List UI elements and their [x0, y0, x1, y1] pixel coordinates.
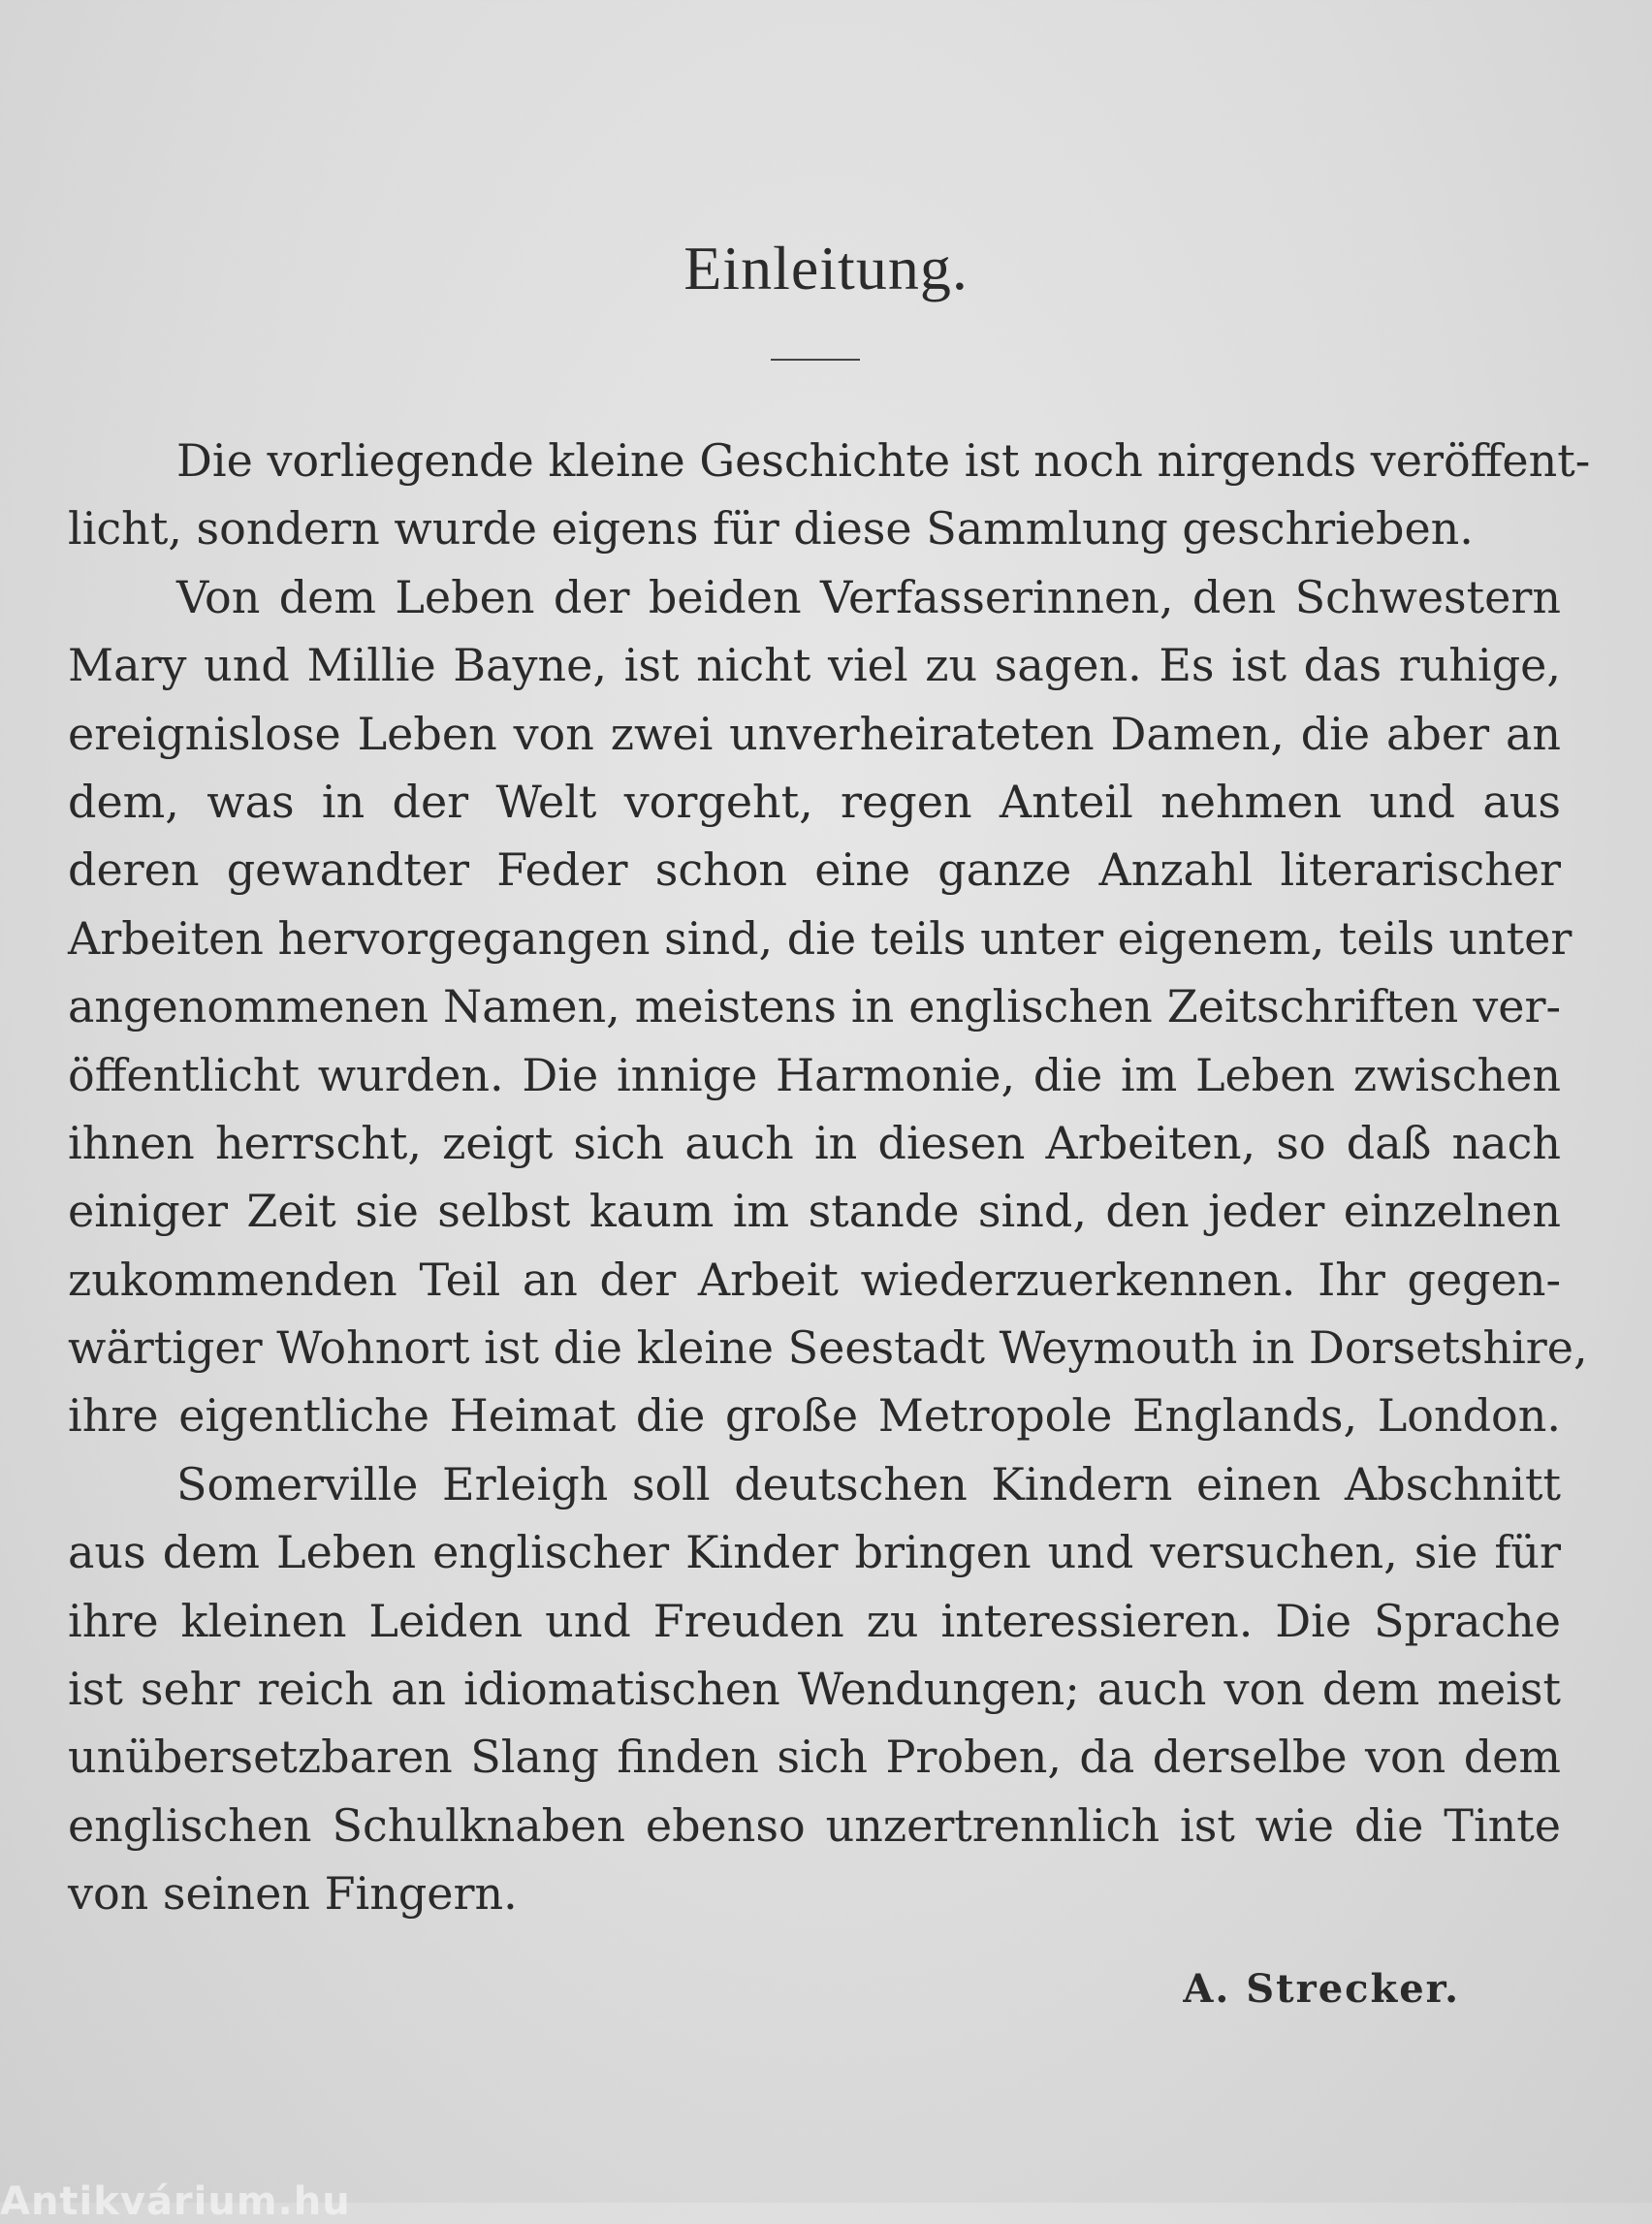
text-line: wärtiger Wohnort ist die kleine Seestadt Weymouth in Dorsetshire, — [68, 1321, 1588, 1375]
text-line: von seinen Fingern. — [68, 1867, 518, 1921]
text-line: dem, was in der Welt vorgeht, regen Anteil nehmen und aus — [68, 775, 1561, 828]
paragraph-3 — [68, 1450, 1561, 1928]
text-line: zukommenden Teil an der Arbeit wiederzuerkennen. Ihr gegen- — [68, 1253, 1561, 1306]
text-line: ihnen herrscht, zeigt sich auch in diesen Arbeiten, so daß nach — [68, 1116, 1561, 1169]
text-line: einiger Zeit sie selbst kaum im stande sind, den jeder einzelnen — [68, 1185, 1561, 1238]
text-line: ereignislose Leben von zwei unverheirateten Damen, die aber an — [68, 707, 1561, 760]
text-line: öffentlicht wurden. Die innige Harmonie, die im Leben zwischen — [68, 1048, 1561, 1101]
page-title: Einleitung. — [683, 234, 969, 302]
text-line: angenommenen Namen, meistens in englischen Zeitschriften ver- — [68, 980, 1561, 1033]
text-line: Somerville Erleigh soll deutschen Kindern einen Abschnitt — [176, 1457, 1561, 1510]
text-line: Von dem Leben der beiden Verfasserinnen, den Schwestern — [176, 570, 1561, 623]
text-line: Mary und Millie Bayne, ist nicht viel zu sagen. Es ist das ruhige, — [68, 639, 1561, 692]
text-line: unübersetzbaren Slang finden sich Proben, da derselbe von dem — [68, 1731, 1561, 1784]
text-line: ihre kleinen Leiden und Freuden zu interessieren. Die Sprache — [68, 1594, 1561, 1647]
text-line: englischen Schulknaben ebenso unzertrennlich ist wie die Tinte — [68, 1798, 1561, 1852]
paragraph-1 — [68, 427, 1591, 563]
text-line: ist sehr reich an idiomatischen Wendungen; auch von dem meist — [68, 1663, 1561, 1716]
author-signature: A. Strecker. — [1183, 1966, 1460, 2012]
text-line: aus dem Leben englischer Kinder bringen und versuchen, sie für — [68, 1526, 1561, 1579]
text-line: ihre eigentliche Heimat die große Metropole Englands, London. — [68, 1389, 1561, 1443]
text-line: deren gewandter Feder schon eine ganze Anzahl literarischer — [68, 843, 1561, 897]
title-divider — [771, 359, 860, 361]
paragraph-2 — [68, 563, 1588, 1450]
text-line: Die vorliegende kleine Geschichte ist noch nirgends veröffent- — [176, 434, 1591, 487]
watermark: Antikvárium.hu — [0, 2179, 351, 2224]
text-line: Arbeiten hervorgegangen sind, die teils unter eigenem, teils unter — [68, 911, 1573, 965]
text-line: licht, sondern wurde eigens für diese Sammlung geschrieben. — [68, 502, 1474, 556]
introduction-text — [68, 427, 1591, 1928]
